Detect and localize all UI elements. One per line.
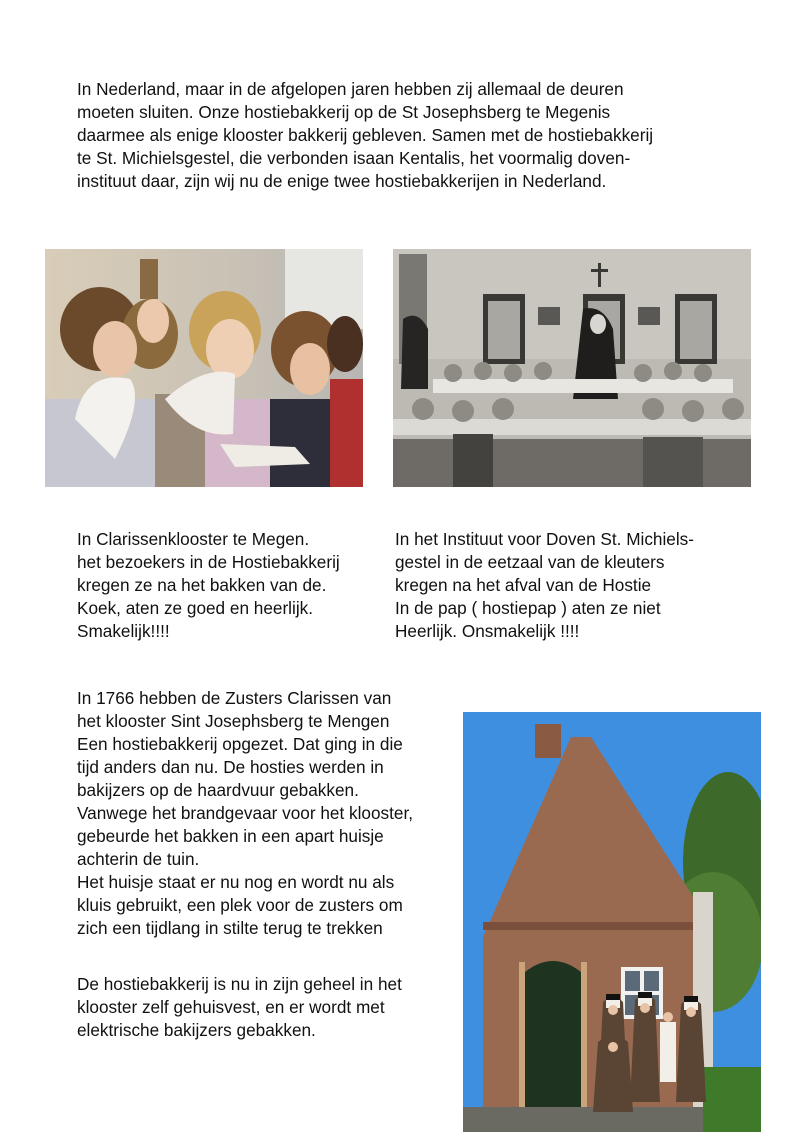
- history-line: zich een tijdlang in stilte terug te trekken: [77, 918, 383, 938]
- caption-line: Koek, aten ze goed en heerlijk.: [77, 598, 314, 618]
- modern-line: elektrische bakijzers gebakken.: [77, 1020, 316, 1040]
- intro-line: In Nederland, maar in de afgelopen jaren hebben zij allemaal de deuren: [77, 79, 624, 99]
- history-line: kluis gebruikt, een plek voor de zusters om: [77, 895, 403, 915]
- caption-girls-photo: [77, 528, 340, 643]
- caption-line: Smakelijk!!!!: [77, 621, 170, 641]
- caption-dining-photo: [395, 528, 694, 643]
- caption-line: kregen ze na het bakken van de.: [77, 575, 327, 595]
- intro-line: te St. Michielsgestel, die verbonden isaan Kentalis, het voormalig doven-: [77, 148, 631, 168]
- intro-paragraph: [77, 78, 653, 193]
- caption-line: Heerlijk. Onsmakelijk !!!!: [395, 621, 580, 641]
- intro-line: moeten sluiten. Onze hostiebakkerij op de St Josephsberg te Megenis: [77, 102, 611, 122]
- history-line: Vanwege het brandgevaar voor het klooster,: [77, 803, 414, 823]
- history-line: In 1766 hebben de Zusters Clarissen van: [77, 688, 392, 708]
- caption-line: In het Instituut voor Doven St. Michiels-: [395, 529, 695, 549]
- history-paragraph: [77, 687, 413, 940]
- modern-bakery-paragraph: [77, 973, 402, 1042]
- caption-line: het bezoekers in de Hostiebakkerij: [77, 552, 340, 572]
- intro-line: daarmee als enige klooster bakkerij gebleven. Samen met de hostiebakkerij: [77, 125, 654, 145]
- caption-line: gestel in de eetzaal van de kleuters: [395, 552, 665, 572]
- caption-line: In Clarissenklooster te Megen.: [77, 529, 310, 549]
- caption-line: In de pap ( hostiepap ) aten ze niet: [395, 598, 661, 618]
- history-line: bakijzers op de haardvuur gebakken.: [77, 780, 359, 800]
- photo-girls-holding-wafers: [45, 249, 363, 487]
- photo-nursery-dining-hall: [393, 249, 751, 487]
- photo-bakehouse-with-nuns: [463, 712, 761, 1132]
- history-line: Een hostiebakkerij opgezet. Dat ging in die: [77, 734, 403, 754]
- caption-line: kregen na het afval van de Hostie: [395, 575, 652, 595]
- history-line: tijd anders dan nu. De hosties werden in: [77, 757, 384, 777]
- modern-line: klooster zelf gehuisvest, en er wordt met: [77, 997, 385, 1017]
- modern-line: De hostiebakkerij is nu in zijn geheel in het: [77, 974, 402, 994]
- history-line: het klooster Sint Josephsberg te Mengen: [77, 711, 390, 731]
- history-line: Het huisje staat er nu nog en wordt nu als: [77, 872, 395, 892]
- history-line: achterin de tuin.: [77, 849, 200, 869]
- history-line: gebeurde het bakken in een apart huisje: [77, 826, 384, 846]
- intro-line: instituut daar, zijn wij nu de enige twee hostiebakkerijen in Nederland.: [77, 171, 607, 191]
